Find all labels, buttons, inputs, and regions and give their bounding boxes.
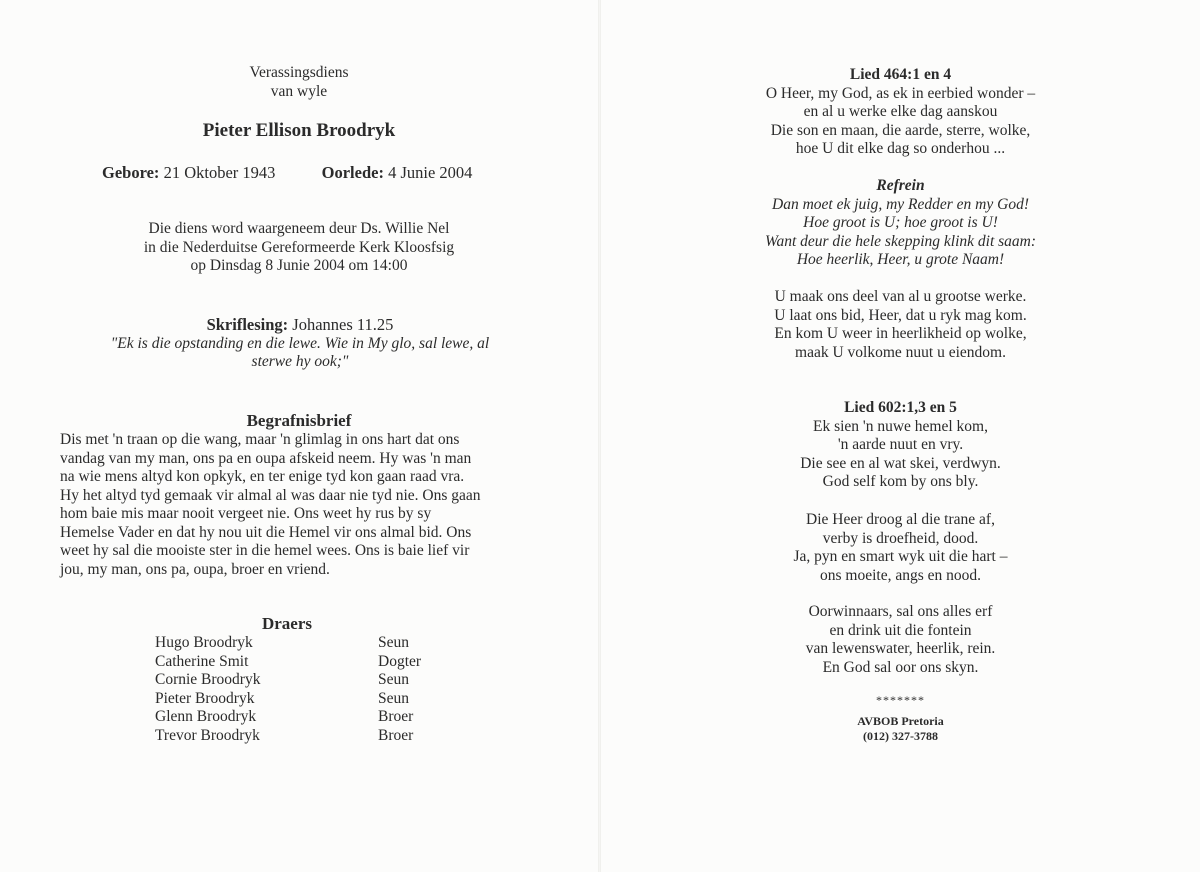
chorus-title: Refrein <box>876 177 925 194</box>
hymn-line: En kom U weer in heerlikheid op wolke, <box>774 325 1027 342</box>
letter-line: Hy het altyd tyd gemaak vir almal al was daar nie tyd nie. Ons gaan <box>60 486 481 504</box>
hymn-line: U laat ons bid, Heer, dat u ryk mag kom. <box>774 306 1027 324</box>
hymn-line: Ja, pyn en smart wyk uit die hart – <box>793 548 1008 565</box>
deceased-name: Pieter Ellison Broodryk <box>202 120 396 141</box>
hymn-line: van lewenswater, heerlik, rein. <box>805 640 996 657</box>
letter-line: weet hy sal die mooiste ster in die hemel wees. Ons is baie lief vir <box>60 542 470 559</box>
pallbearers-list <box>155 634 478 745</box>
pallbearer-row <box>155 671 478 690</box>
undertaker-name: AVBOB Pretoria <box>857 714 944 728</box>
born-label: Gebore: <box>102 163 160 182</box>
hymn-title: Lied 464:1 en 4 <box>849 66 952 83</box>
pallbearer-name: Hugo Broodryk <box>155 634 253 651</box>
hymn-line: Die see en al wat skei, verdwyn. <box>800 454 1001 472</box>
pallbearer-name: Trevor Broodryk <box>155 726 260 744</box>
hymn-line: 'n aarde nuut en vry. <box>837 436 964 453</box>
pallbearer-relation: Broer <box>378 726 414 744</box>
letter-line: na wie mens altyd kon opkyk, en ter enige tyd kon gaan raad vra. <box>60 468 465 485</box>
hymn-line: verby is droefheid, dood. <box>822 529 979 547</box>
hymn-line: Die son en maan, die aarde, sterre, wolke, <box>770 121 1031 139</box>
chorus-line: Dan moet ek juig, my Redder en my God! <box>772 195 1029 213</box>
reading-heading <box>60 316 540 335</box>
undertaker-phone: (012) 327-3788 <box>863 729 938 743</box>
pallbearer-row <box>155 634 478 653</box>
hymn-line: en al u werke elke dag aanskou <box>803 103 998 120</box>
dates <box>102 163 472 183</box>
hymn-464-verse-4 <box>601 288 1200 362</box>
hymn-line: God self kom by ons bly. <box>822 473 979 490</box>
opening-heading <box>0 64 598 101</box>
hymn-title: Lied 602:1,3 en 5 <box>844 399 957 416</box>
separator-stars: ******* <box>876 693 925 707</box>
pallbearer-relation: Seun <box>378 671 409 688</box>
opening-line: van wyle <box>270 82 328 100</box>
born-value: 21 Oktober 1943 <box>163 163 276 182</box>
died-label: Oorlede: <box>321 163 384 182</box>
hymn-602-verse-3 <box>601 511 1200 585</box>
pallbearer-row <box>155 727 478 746</box>
hymn-line: O Heer, my God, as ek in eerbied wonder – <box>765 84 1036 102</box>
scripture-reading <box>60 316 540 372</box>
hymn-line: Die Heer droog al die trane af, <box>806 511 995 528</box>
undertaker <box>601 714 1200 744</box>
chorus-line: Hoe heerlik, Heer, u grote Naam! <box>796 251 1005 268</box>
letter-line: jou, my man, ons pa, oupa, broer en vriend. <box>60 560 330 578</box>
opening-line: Verassingsdiens <box>249 64 349 81</box>
pallbearer-name: Glenn Broodryk <box>155 708 257 725</box>
reading-text-line: sterwe hy ook;" <box>251 353 349 370</box>
hymn-602-verse-5 <box>601 603 1200 677</box>
hymn-line: maak U volkome nuut u eiendom. <box>795 343 1006 361</box>
hymn-line: ons moeite, angs en nood. <box>819 566 981 584</box>
pallbearer-row <box>155 690 478 709</box>
pallbearer-relation: Dogter <box>378 652 422 670</box>
pallbearer-row <box>155 653 478 672</box>
pallbearer-relation: Seun <box>378 634 409 651</box>
pallbearer-row <box>155 708 478 727</box>
letter-line: Hemelse Vader en dat hy nou uit die Hemel vir ons almal bid. Ons <box>60 523 472 541</box>
letter-line: Dis met 'n traan op die wang, maar 'n glimlag in ons hart dat ons <box>60 431 460 448</box>
chorus <box>601 177 1200 270</box>
chorus-line: Hoe groot is U; hoe groot is U! <box>803 214 998 231</box>
funeral-letter-title: Begrafnisbrief <box>246 411 352 430</box>
pallbearer-name: Catherine Smit <box>155 652 249 670</box>
reading-label: Skriflesing: <box>206 315 289 334</box>
service-details <box>0 220 598 276</box>
hymn-line: Ek sien 'n nuwe hemel kom, <box>813 417 988 435</box>
hymn-line: en drink uit die fontein <box>829 621 972 639</box>
funeral-letter-body <box>60 431 512 579</box>
service-line: in die Nederduitse Gereformeerde Kerk Kloosfsig <box>143 238 455 256</box>
pallbearers-title: Draers <box>261 614 313 633</box>
reading-ref: Johannes 11.25 <box>292 315 394 334</box>
hymn-464 <box>601 66 1200 159</box>
hymn-line: En God sal oor ons skyn. <box>822 658 979 676</box>
pallbearer-relation: Seun <box>378 689 409 707</box>
letter-line: vandag van my man, ons pa en oupa afskeid neem. Hy was 'n man <box>60 449 472 467</box>
hymn-602 <box>601 399 1200 492</box>
pallbearer-name: Cornie Broodryk <box>155 671 261 688</box>
service-line: op Dinsdag 8 Junie 2004 om 14:00 <box>190 257 408 274</box>
died-value: 4 Junie 2004 <box>388 163 473 182</box>
pallbearer-name: Pieter Broodryk <box>155 689 255 707</box>
letter-line: hom baie mis maar nooit vergeet nie. Ons weet hy rus by sy <box>60 505 432 522</box>
service-line: Die diens word waargeneem deur Ds. Willie Nel <box>148 220 450 237</box>
hymn-line: hoe U dit elke dag so onderhou ... <box>795 140 1006 157</box>
reading-text-line: "Ek is die opstanding en die lewe. Wie in My glo, sal lewe, al <box>110 334 490 352</box>
pallbearer-relation: Broer <box>378 708 414 725</box>
hymn-line: U maak ons deel van al u grootse werke. <box>774 288 1027 305</box>
chorus-line: Want deur die hele skepping klink dit saam: <box>764 232 1037 250</box>
hymn-line: Oorwinnaars, sal ons alles erf <box>808 603 993 620</box>
